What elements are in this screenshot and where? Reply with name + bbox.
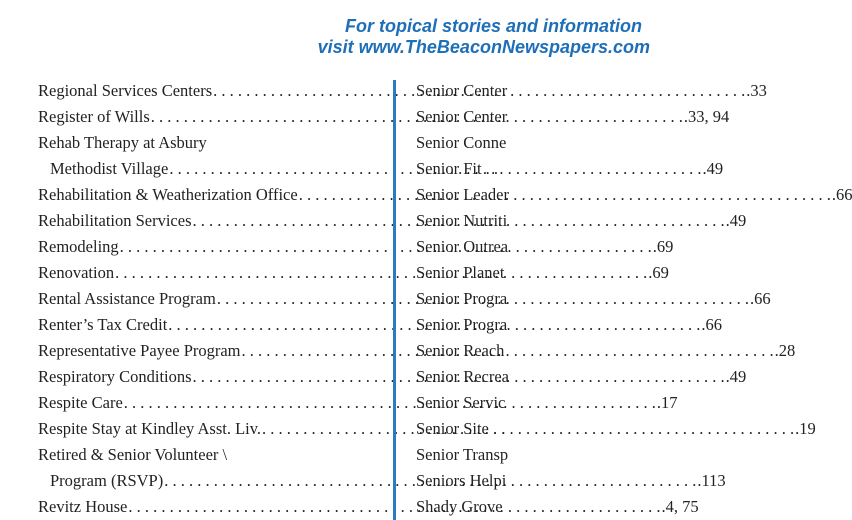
index-entry: Senior Site . . <box>416 419 506 438</box>
entry-pages: .113 <box>697 471 726 490</box>
entry-pages: .4, 75 <box>661 497 699 516</box>
column-divider <box>393 80 396 520</box>
index-entry: Senior Transp <box>416 445 509 464</box>
entry-term: Representative Payee Program <box>38 341 241 360</box>
index-entry: Senior Fit . . <box>416 159 499 178</box>
dot-leader <box>124 390 656 416</box>
index-entry: Senior Progra <box>416 289 508 308</box>
entry-term: Program (RSVP) <box>50 471 164 490</box>
entry-pages: .66 <box>701 315 723 334</box>
entry-pages: .49 <box>725 367 747 386</box>
index-entry: Seniors Helpi <box>416 471 507 490</box>
entry-term: Rehab Therapy at Asbury <box>38 133 207 152</box>
entry-term: Rental Assistance Program <box>38 289 216 308</box>
entry-term: Rehabilitation Services <box>38 211 192 230</box>
entry-term: Methodist Village <box>50 159 169 178</box>
entry-pages: .69 <box>652 237 674 256</box>
promo-line-1: For topical stories and information <box>344 16 642 36</box>
dot-leader <box>115 260 647 286</box>
index-entry: Senior Conne <box>416 133 507 152</box>
index-entry: Senior Center <box>416 81 508 100</box>
entry-term: Renter’s Tax Credit <box>38 315 168 334</box>
entry-term: Remodeling <box>38 237 119 256</box>
entry-term: Respiratory Conditions <box>38 367 192 386</box>
promo-header <box>0 16 650 58</box>
index-entry: Senior Servic <box>416 393 506 412</box>
index-entry: Senior Center <box>416 107 508 126</box>
entry-pages: .66 <box>831 185 852 204</box>
entry-pages: .28 <box>774 341 796 360</box>
entry-pages: .33, 94 <box>683 107 730 126</box>
index-entry: Senior Nutriti <box>416 211 508 230</box>
entry-pages: .19 <box>795 419 816 438</box>
entry-term: Regional Services Centers <box>38 81 213 100</box>
entry-pages: .17 <box>656 393 678 412</box>
index-entry: Senior Leader <box>416 185 509 204</box>
index-entry: Shady Grove <box>416 497 503 516</box>
dot-leader <box>262 416 794 442</box>
entry-pages: .49 <box>725 211 747 230</box>
index-entry: Senior Outrea <box>416 237 509 256</box>
index-entry: Senior Reach <box>416 341 505 360</box>
entry-pages: .49 <box>702 159 724 178</box>
entry-term: Renovation <box>38 263 115 282</box>
entry-pages: .33 <box>746 81 767 100</box>
entry-pages: .66 <box>749 289 771 308</box>
index-entry <box>38 130 366 156</box>
entry-term: Revitz House <box>38 497 128 516</box>
entry-term: Respite Care <box>38 393 123 412</box>
index-entry: Senior Progra <box>416 315 508 334</box>
index-entry: Senior Recrea <box>416 367 509 386</box>
index-entry: Senior Planet <box>416 263 505 282</box>
entry-pages: .69 <box>648 263 669 282</box>
entry-term: Register of Wills <box>38 107 150 126</box>
entry-term: Respite Stay at Kindley Asst. Liv. <box>38 419 262 438</box>
dot-leader <box>120 234 652 260</box>
promo-line-2: visit www.TheBeaconNewspapers.com <box>317 37 650 57</box>
index-column-right <box>416 78 512 520</box>
entry-term: Retired & Senior Volunteer \ <box>38 445 228 464</box>
entry-term: Rehabilitation & Weatherization Office <box>38 185 298 204</box>
index-entry <box>38 442 366 468</box>
dot-leader <box>299 182 831 208</box>
